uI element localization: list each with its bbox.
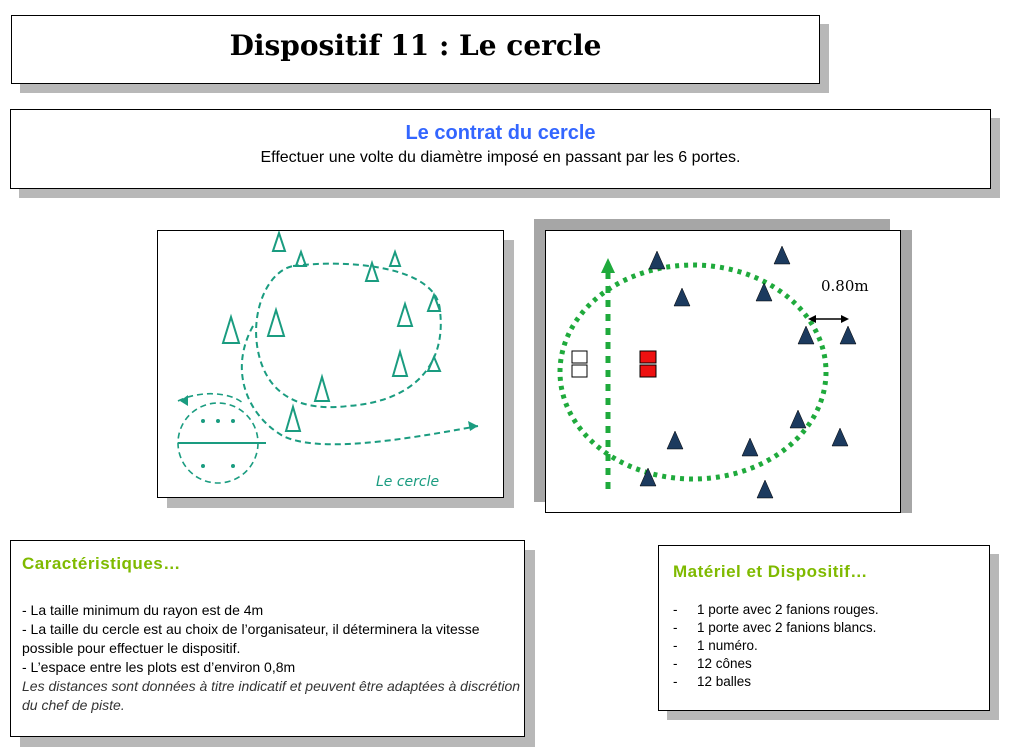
white-gate-flag	[572, 365, 587, 377]
red-gate-flag	[640, 351, 656, 363]
equipment-box	[658, 545, 990, 711]
contract-title: Le contrat du cercle	[405, 122, 596, 144]
approach-arrow-icon	[601, 258, 615, 273]
characteristic-line: - La taille minimum du rayon est de 4m	[22, 602, 264, 618]
characteristic-line: - La taille du cercle est au choix de l’organisateur, il déterminera la vitesse possible pour effectuer le dispositif.	[22, 621, 480, 656]
page-title: Dispositif 11 : Le cercle	[229, 29, 602, 62]
circle-path	[560, 265, 826, 479]
characteristics-text	[22, 601, 522, 715]
cone-icon	[832, 428, 848, 446]
cone-icon	[840, 326, 856, 344]
cone-icon	[756, 283, 772, 301]
cone-icon	[667, 431, 683, 449]
cone-icon	[798, 326, 814, 344]
circle-diagram	[545, 230, 901, 513]
contract-box	[10, 109, 991, 189]
list-item: - 12 balles	[673, 673, 879, 691]
characteristics-box	[10, 540, 525, 737]
cone-icon	[757, 480, 773, 498]
gap-label: 0.80m	[821, 277, 869, 295]
contract-description: Effectuer une volte du diamètre imposé en passant par les 6 portes.	[260, 149, 741, 166]
cone-icon	[674, 288, 690, 306]
characteristic-line: - L’espace entre les plots est d’environ 0,8m	[22, 659, 296, 675]
white-gate-flag	[572, 351, 587, 363]
cone-icon	[742, 438, 758, 456]
cone-icon	[790, 410, 806, 428]
equipment-title: Matériel et Dispositif…	[673, 562, 868, 581]
sketch-caption: Le cercle	[376, 474, 440, 490]
gap-arrow-right-icon	[841, 315, 849, 323]
title-box	[11, 15, 820, 84]
equipment-list	[673, 601, 879, 691]
characteristics-note: Les distances sont données à titre indicatif et peuvent être adaptées à discrétion du chef de piste.	[22, 678, 521, 713]
list-item: - 1 numéro.	[673, 637, 879, 655]
cone-icon	[649, 251, 665, 269]
sketch-drawing	[158, 231, 505, 499]
characteristics-title: Caractéristiques…	[22, 554, 181, 573]
circle-diagram-drawing	[546, 231, 902, 514]
red-gate-flag	[640, 365, 656, 377]
sketch-illustration	[157, 230, 504, 498]
cone-icon	[640, 468, 656, 486]
cone-icon	[774, 246, 790, 264]
list-item: - 1 porte avec 2 fanions rouges.	[673, 601, 879, 619]
list-item: - 12 cônes	[673, 655, 879, 673]
list-item: - 1 porte avec 2 fanions blancs.	[673, 619, 879, 637]
